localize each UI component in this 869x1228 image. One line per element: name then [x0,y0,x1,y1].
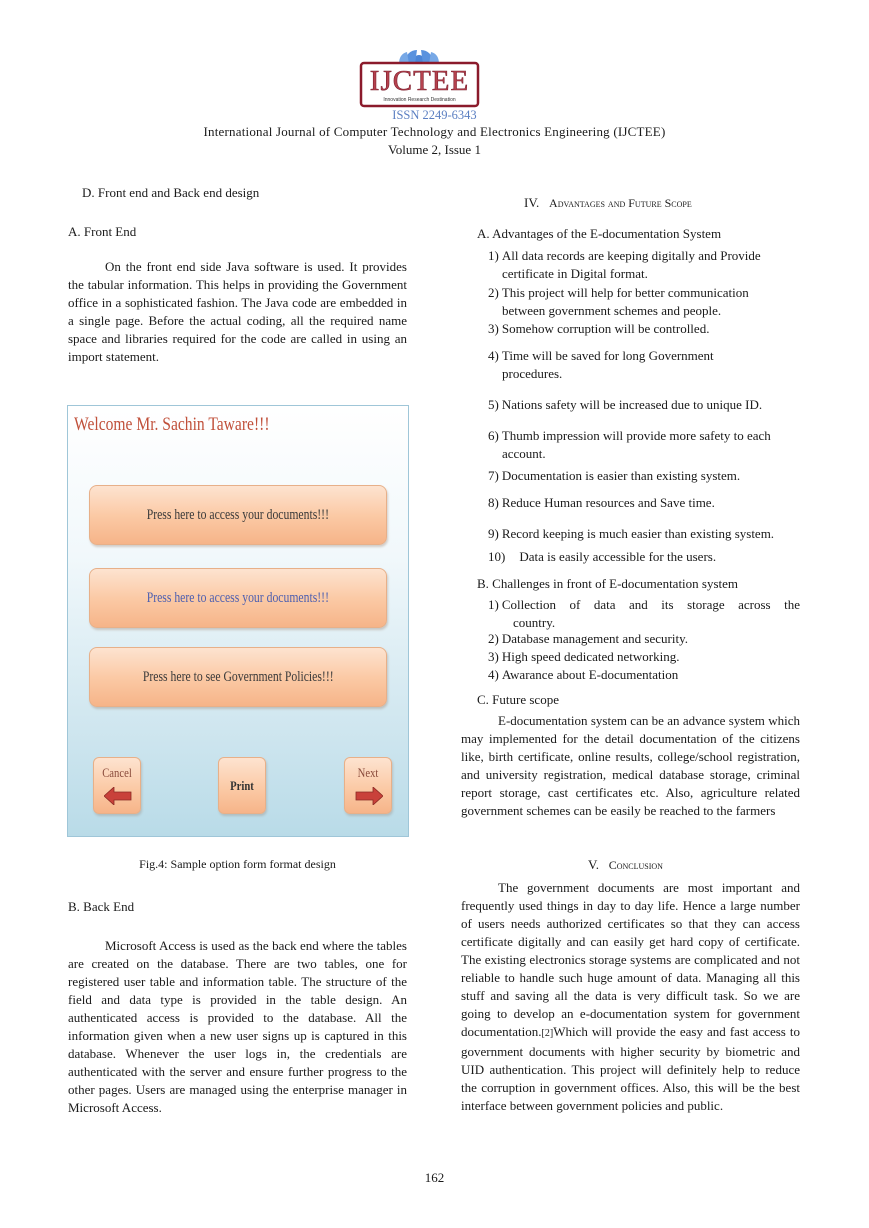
challenge-item-number: 2) [488,631,499,646]
section-v-heading [588,856,663,874]
advantage-item [488,494,804,512]
welcome-title: Welcome Mr. Sachin Taware!!! [74,414,270,435]
advantage-item [488,247,804,283]
advantage-item-text: Somehow corruption will be controlled. [501,321,710,336]
front-end-paragraph: On the front end side Java software is used. It provides the tabular information. This helps in providing the Government office in a sophisticated fashion. The Java code are embedded in a single page. Before the actual coding, all the required name space and libraries required for the code are called in using an import statement. [68,259,407,364]
sample-form-figure [67,405,409,837]
advantage-item-text: Nations safety will be increased due to unique ID. [501,397,763,412]
advantage-item-number: 8) [488,495,499,510]
challenge-item-text: Collection of data and its storage across the [501,597,800,612]
advantage-item [488,427,804,463]
cancel-button[interactable] [93,757,141,814]
advantage-item [488,347,804,383]
challenge-item-text: High speed dedicated networking. [501,649,680,664]
volume-issue: Volume 2, Issue 1 [388,142,481,157]
advantage-item-number: 3) [488,321,499,336]
next-label: Next [357,765,379,780]
future-scope-heading: C. Future scope [477,692,559,707]
issn: ISSN 2249-6343 [392,108,477,122]
advantage-item-continuation: certificate in Digital format. [502,266,648,281]
advantage-item-number: 7) [488,468,499,483]
advantage-item-number: 9) [488,526,499,541]
print-button[interactable] [218,757,266,814]
government-policies-button[interactable] [89,647,387,707]
section-v-number: V. [588,857,599,872]
challenges-heading: B. Challenges in front of E-documentation system [477,576,739,591]
arrow-left-icon [104,787,132,805]
advantage-item-continuation: procedures. [502,366,563,381]
challenge-item [488,630,800,648]
advantage-item-number: 10) [488,549,506,564]
advantage-item-text: Documentation is easier than existing system. [501,468,741,483]
print-label: Print [230,778,254,793]
section-iv-number: IV. [524,195,540,210]
conclusion-paragraph [461,879,800,1115]
advantage-item [488,548,804,566]
section-iv-title: Advantages and Future Scope [549,196,692,210]
figure-caption: Fig.4: Sample option form format design [139,857,336,871]
arrow-right-icon [355,787,383,805]
next-button[interactable] [344,757,392,814]
section-v-title: Conclusion [608,858,663,872]
front-end-heading: A. Front End [68,224,137,239]
future-scope-paragraph: E-documentation system can be an advance system which may implemented for the detail documentation of the citizens like, birth certificate, online results, college/school registration, and university registration, medical database storage, criminal report storage, cast certificates etc. Also, agriculture related government schemes can be easily be reached to the farmers [461,713,800,818]
ijctee-logo [357,46,482,108]
page-number: 162 [424,1170,445,1185]
advantage-item [488,396,804,414]
advantage-item-text: This project will help for better communication [501,285,749,300]
advantages-heading: A. Advantages of the E-documentation System [477,226,722,241]
advantage-item-number: 1) [488,248,499,263]
access-documents-button-1[interactable] [89,485,387,545]
challenge-item [488,666,800,684]
advantage-item-number: 6) [488,428,499,443]
advantage-item-text: Record keeping is much easier than existing system. [501,526,775,541]
advantage-item [488,284,804,320]
advantage-item [488,525,804,543]
advantage-item-number: 2) [488,285,499,300]
section-iv-heading [524,194,692,212]
advantage-item-text: All data records are keeping digitally and Provide [501,248,761,263]
advantage-item-text: Data is easily accessible for the users. [519,549,717,564]
back-end-paragraph: Microsoft Access is used as the back end where the tables are created on the database. There are two tables, one for registered user table and information table. The structure of the field and data type is provided in the table design. An authenticated access is provided to the database. All the information given when a new user signs up is captured in this database. Whenever the user logs in, the credentials are authenticated with the server and ensure further progress to the other pages. Users are managed using the enterprise manager in Microsoft Access. [68,938,407,1115]
logo-text: IJCTEE [369,65,470,97]
access-documents-label-1: Press here to access your documents!!! [146,506,330,523]
advantage-item [488,467,804,485]
challenge-item-text: Awarance about E-documentation [501,667,679,682]
challenge-item-text: Database management and security. [501,631,688,646]
access-documents-label-2: Press here to access your documents!!! [146,589,330,606]
conclusion-text-1: The government documents are most important and frequently used things in day to day life. Hence a large number of users needs authorized certificates so that they can access certificate digitally and can easily get hard copy of certificate. The existing electronics storage systems are complicated and not reliable to handle such huge amount of data. Managing all this stuff and saving all the data is very difficult task. So we are going to develop an e-documentation system for government documentation. [461,880,800,1039]
challenge-item-number: 1) [488,597,499,612]
challenge-item-number: 4) [488,667,499,682]
advantage-item-number: 5) [488,397,499,412]
conclusion-text-2: Which will provide the easy and fast access to government documents with higher security by biometric and UID authentication. This project will definitely help to reduce the corruption in government offices. Also, this will be the best interface between government policies and public. [461,1024,800,1113]
access-documents-button-2[interactable] [89,568,387,628]
advantage-item-text: Time will be saved for long Government [501,348,714,363]
logo-tagline: Innovation Research Destination [383,97,456,103]
section-d-heading: D. Front end and Back end design [82,185,260,200]
advantage-item-continuation: account. [502,446,546,461]
challenge-item-number: 3) [488,649,499,664]
journal-name: International Journal of Computer Technology and Electronics Engineering (IJCTEE) [203,124,666,139]
challenge-item [488,648,800,666]
advantage-item-number: 4) [488,348,499,363]
government-policies-label: Press here to see Government Policies!!! [142,668,334,685]
conclusion-reference: [2] [541,1028,554,1039]
back-end-heading: B. Back End [68,899,135,914]
advantage-item-text: Reduce Human resources and Save time. [501,495,715,510]
advantage-item [488,320,804,338]
challenge-item-continuation: country. [513,615,556,630]
challenge-item [488,596,800,632]
advantage-item-text: Thumb impression will provide more safety to each [501,428,771,443]
cancel-label: Cancel [102,765,132,780]
advantage-item-continuation: between government schemes and people. [502,303,722,318]
